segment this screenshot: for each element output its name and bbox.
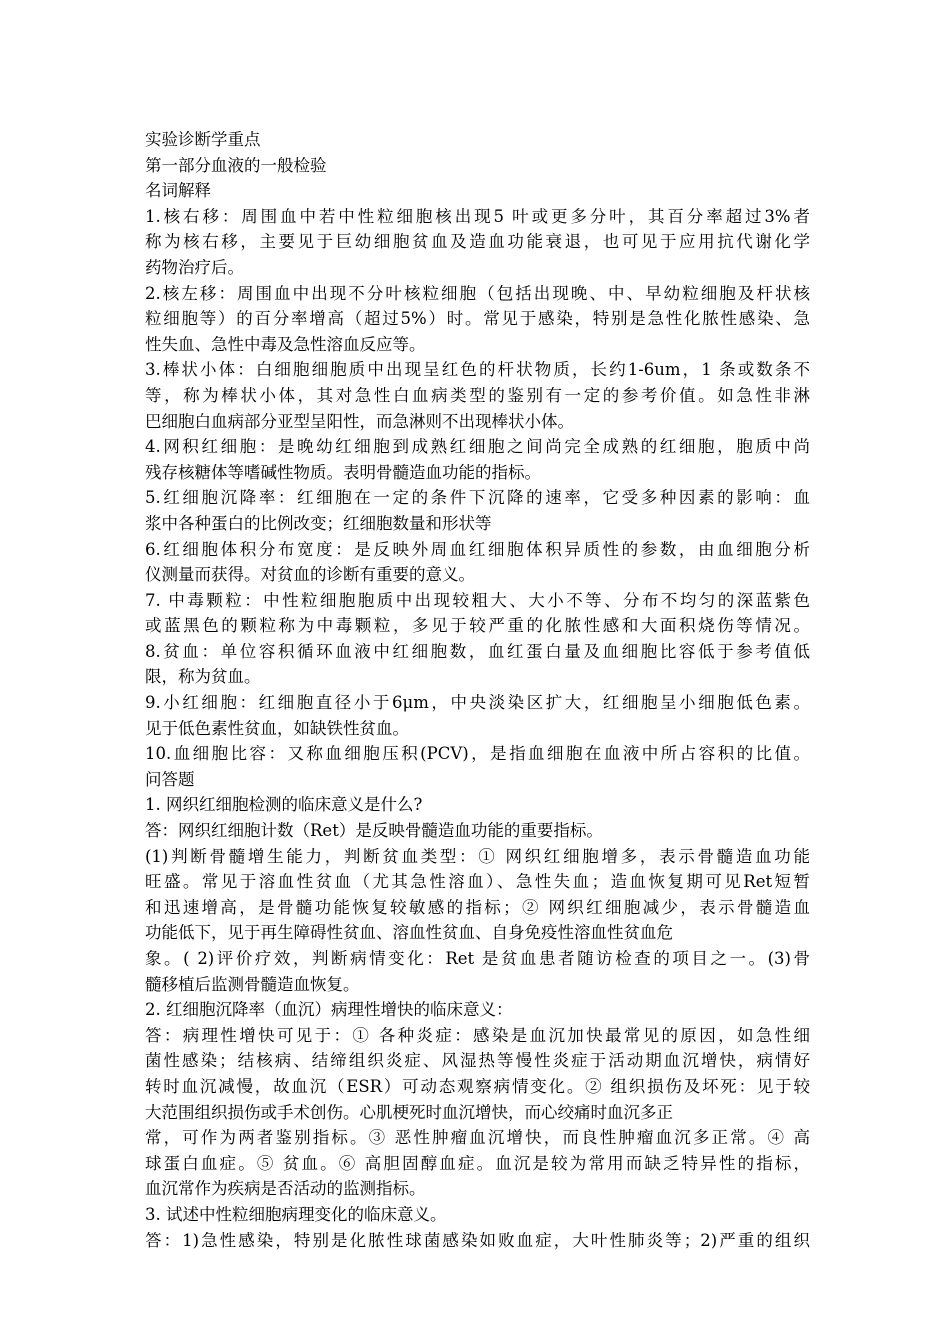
- text-line: 菌性感染；结核病、结缔组织炎症、风湿热等慢性炎症于活动期血沉增快，病情好: [145, 1051, 810, 1071]
- text-line: 6.红细胞体积分布宽度：是反映外周血红细胞体积异质性的参数，由血细胞分析: [145, 539, 810, 559]
- question-line: 2. 红细胞沉降率（血沉）病理性增快的临床意义：: [145, 1000, 513, 1020]
- text-line: 1.核右移：周围血中若中性粒细胞核出现5 叶或更多分叶，其百分率超过3%者: [145, 206, 810, 226]
- text-line: (1)判断骨髓增生能力，判断贫血类型：① 网织红细胞增多，表示骨髓造血功能: [145, 846, 810, 866]
- text-line: 见于低色素性贫血，如缺铁性贫血。: [145, 718, 409, 738]
- question-line: 1. 网织红细胞检测的临床意义是什么?: [145, 795, 423, 815]
- subsection-heading: 名词解释: [145, 181, 211, 201]
- document-title: 实验诊断学重点: [145, 130, 261, 149]
- text-line: 转时血沉减慢，故血沉（ESR）可动态观察病情变化。② 组织损伤及坏死：见于较: [145, 1076, 810, 1096]
- text-line: 常，可作为两者鉴别指标。③ 恶性肿瘤血沉增快，而良性肿瘤血沉多正常。④ 高: [145, 1128, 810, 1148]
- text-line: 和迅速增高，是骨髓功能恢复较敏感的指标；② 网织红细胞减少，表示骨髓造血: [145, 897, 810, 917]
- text-line: 或蓝黑色的颗粒称为中毒颗粒，多见于较严重的化脓性感和大面积烧伤等情况。: [145, 616, 810, 636]
- text-line: 7. 中毒颗粒：中性粒细胞胞质中出现较粗大、大小不等、分布不均匀的深蓝紫色: [145, 590, 810, 610]
- answer-line: 答：网织红细胞计数（Ret）是反映骨髓造血功能的重要指标。: [145, 821, 603, 841]
- text-line: 4.网积红细胞：是晚幼红细胞到成熟红细胞之间尚完全成熟的红细胞，胞质中尚: [145, 437, 810, 457]
- text-line: 药物治疗后。: [145, 257, 244, 277]
- text-line: 等，称为棒状小体，其对急性白血病类型的鉴别有一定的参考价值。如急性非淋: [145, 385, 810, 405]
- text-line: 限，称为贫血。: [145, 667, 261, 687]
- question-line: 3. 试述中性粒细胞病理变化的临床意义。: [145, 1204, 447, 1224]
- text-line: 髓移植后监测骨髓造血恢复。: [145, 974, 360, 994]
- text-line: 浆中各种蛋白的比例改变；红细胞数量和形状等: [145, 513, 492, 533]
- text-line: 大范围组织损伤或手术创伤。心肌梗死时血沉增快，而心绞痛时血沉多正: [145, 1102, 673, 1122]
- text-line: 8.贫血：单位容积循环血液中红细胞数，血红蛋白量及血细胞比容低于参考值低: [145, 641, 810, 661]
- text-line: 仪测量而获得。对贫血的诊断有重要的意义。: [145, 565, 475, 585]
- subsection-heading: 问答题: [145, 769, 195, 789]
- answer-line: 答：病理性增快可见于：① 各种炎症：感染是血沉加快最常见的原因，如急性细: [145, 1025, 810, 1045]
- text-line: 血沉常作为疾病是否活动的监测指标。: [145, 1179, 426, 1199]
- text-line: 象。( 2)评价疗效，判断病情变化：Ret 是贫血患者随访检查的项目之一。(3)骨: [145, 949, 810, 968]
- text-line: 称为核右移，主要见于巨幼细胞贫血及造血功能衰退，也可见于应用抗代谢化学: [145, 232, 810, 252]
- document-body: [145, 127, 810, 1253]
- text-line: 5.红细胞沉降率：红细胞在一定的条件下沉降的速率，它受多种因素的影响：血: [145, 488, 810, 508]
- text-line: 功能低下，见于再生障碍性贫血、溶血性贫血、自身免疫性溶血性贫血危: [145, 923, 673, 943]
- text-line: 旺盛。常见于溶血性贫血（尤其急性溶血）、急性失血；造血恢复期可见Ret短暂: [145, 872, 810, 892]
- answer-line: 答：1)急性感染，特别是化脓性球菌感染如败血症，大叶性肺炎等；2)严重的组织: [145, 1230, 810, 1250]
- section-heading: 第一部分血液的一般检验: [145, 155, 327, 175]
- text-line: 性失血、急性中毒及急性溶血反应等。: [145, 334, 426, 354]
- text-line: 3.棒状小体：白细胞细胞质中出现呈红色的杆状物质，长约1-6um，1 条或数条不: [145, 360, 810, 380]
- text-line: 10.血细胞比容：又称血细胞压积(PCV)，是指血细胞在血液中所占容积的比值。: [145, 744, 810, 764]
- text-line: 粒细胞等）的百分率增高（超过5%）时。常见于感染，特别是急性化脓性感染、急: [145, 309, 810, 329]
- text-line: 2.核左移：周围血中出现不分叶核粒细胞（包括出现晚、中、早幼粒细胞及杆状核: [145, 283, 810, 303]
- text-line: 球蛋白血症。⑤ 贫血。⑥ 高胆固醇血症。血沉是较为常用而缺乏特异性的指标，: [145, 1153, 810, 1173]
- text-line: 残存核糖体等嗜碱性物质。表明骨髓造血功能的指标。: [145, 462, 541, 482]
- text-line: 巴细胞白血病部分亚型呈阳性，而急淋则不出现棒状小体。: [145, 411, 574, 431]
- text-line: 9.小红细胞：红细胞直径小于6μm，中央淡染区扩大，红细胞呈小细胞低色素。: [145, 693, 810, 713]
